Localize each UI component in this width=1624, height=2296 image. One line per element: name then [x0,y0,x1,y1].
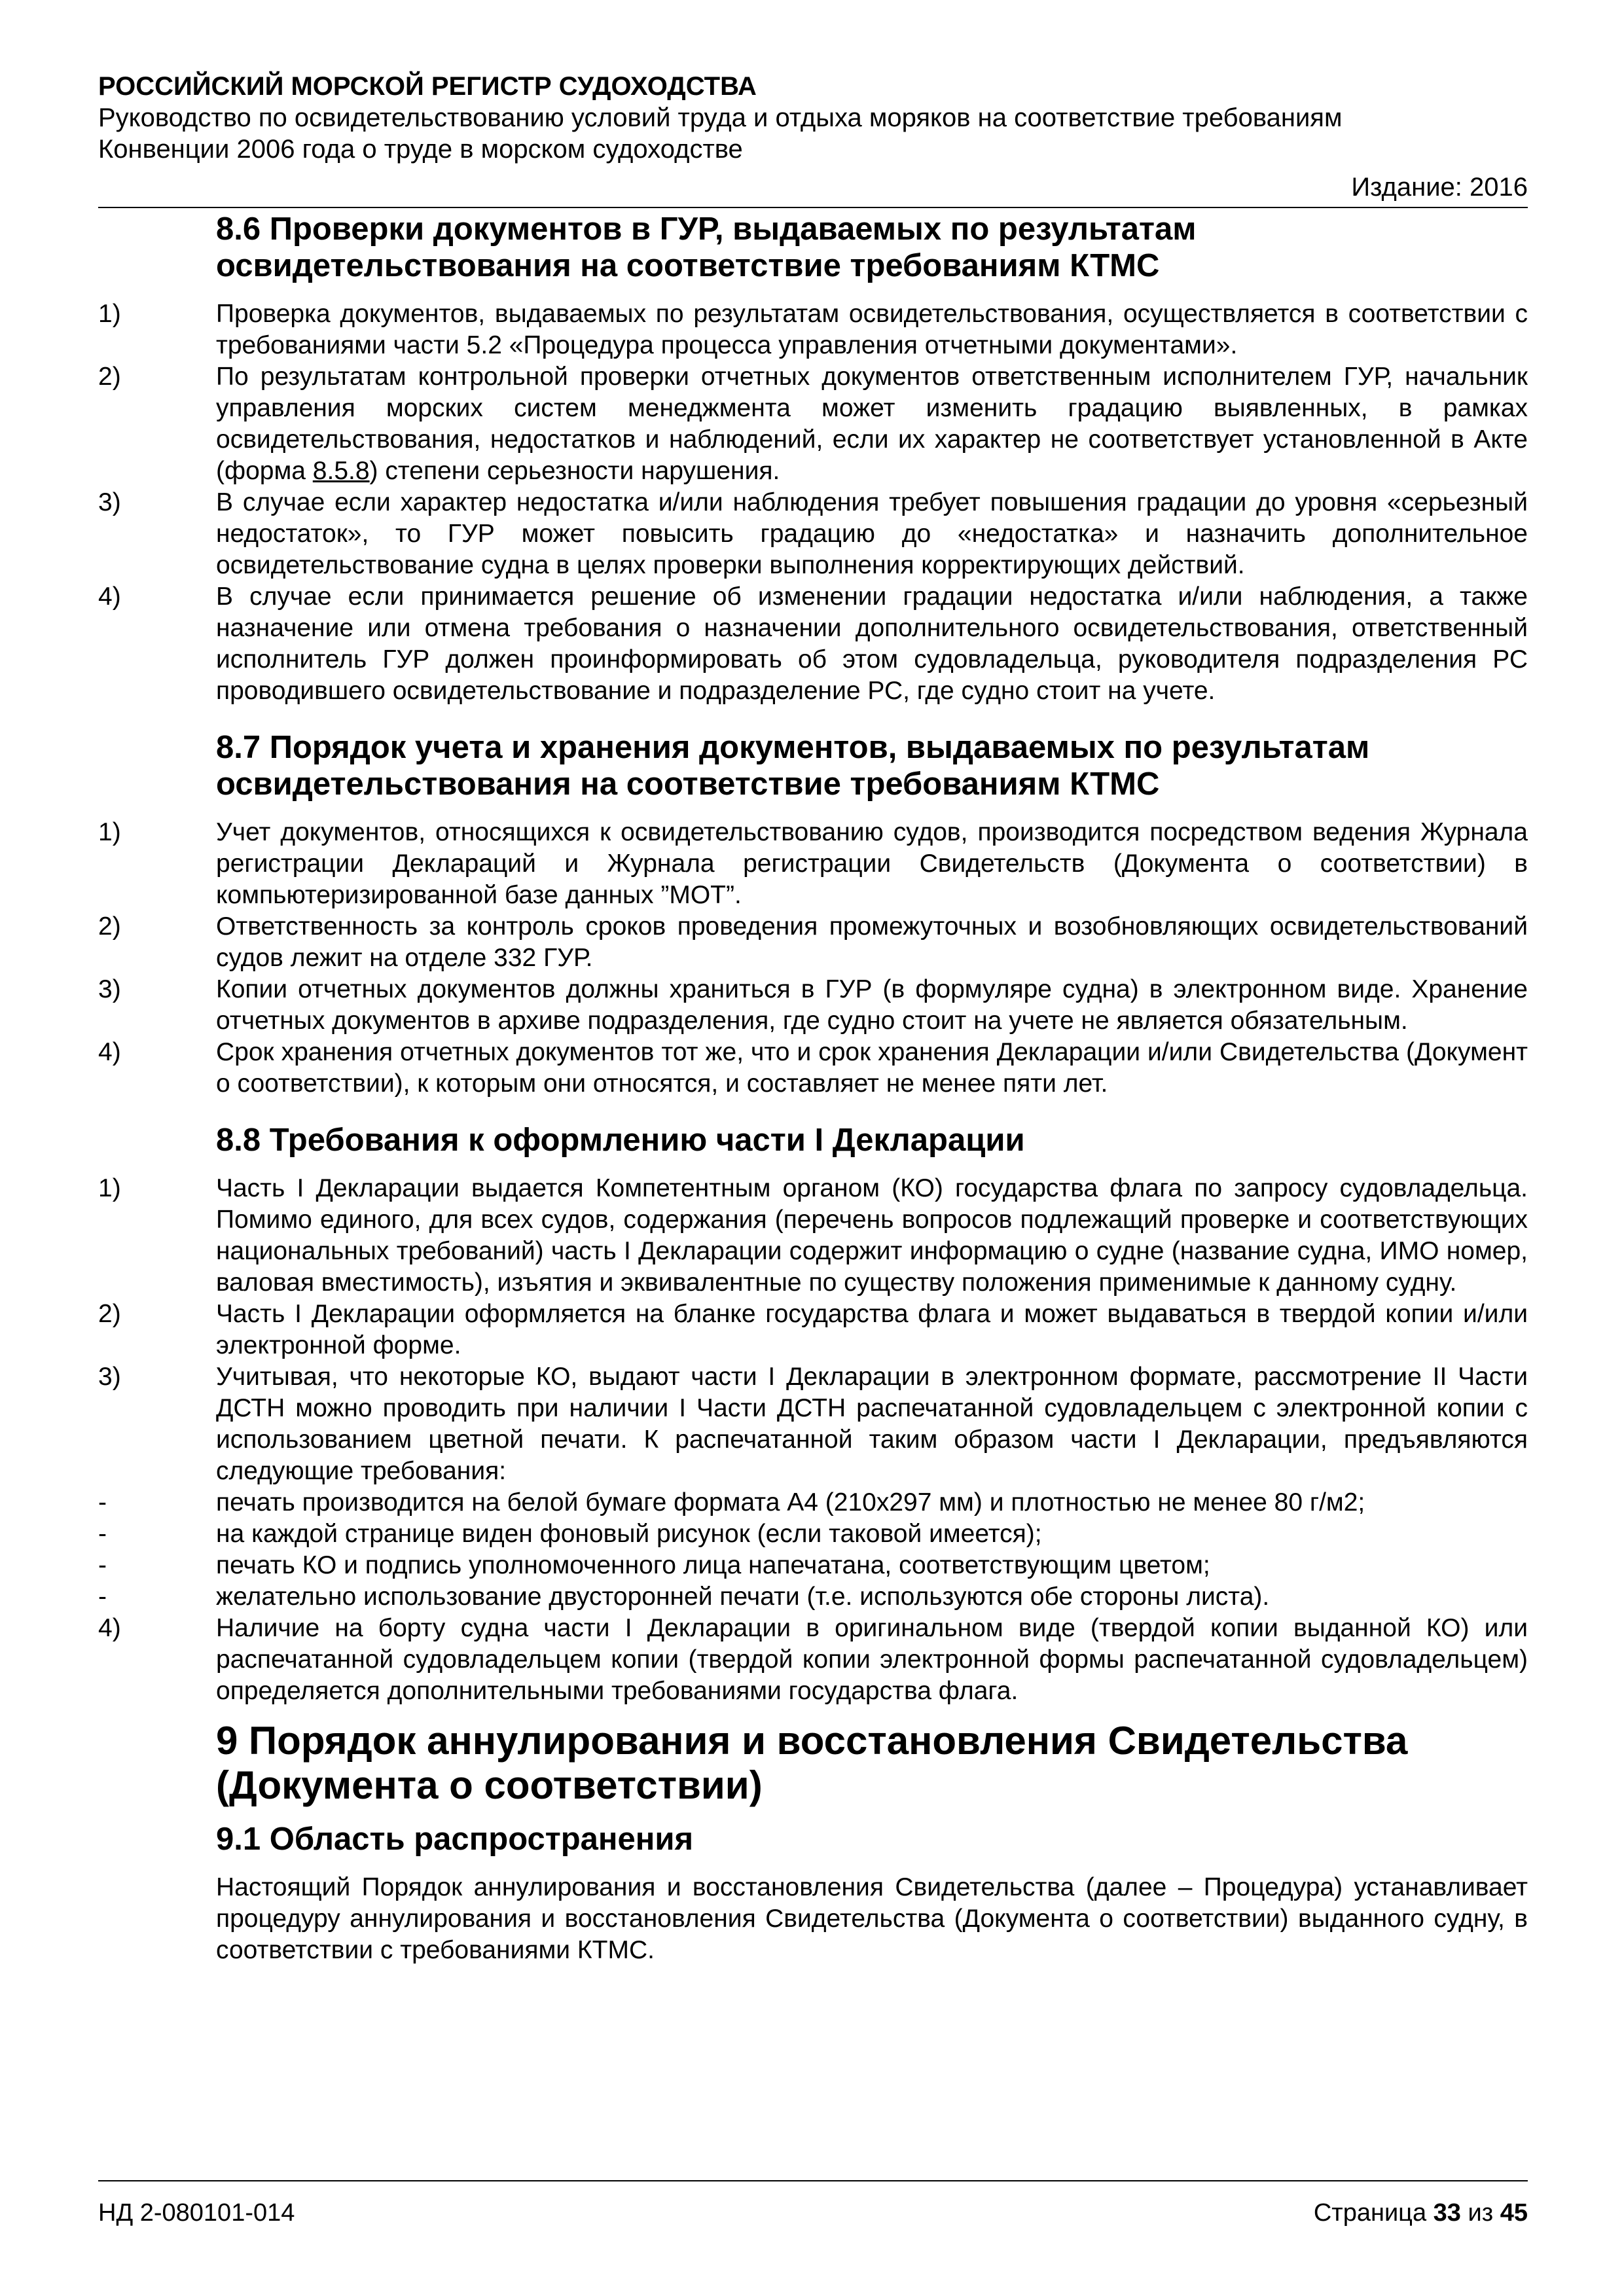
total-pages: 45 [1500,2199,1528,2227]
chapter-9-heading-line1: 9 Порядок аннулирования и восстановления Свидетельства [216,1719,1408,1763]
bullet-item [98,1518,1528,1550]
document-id: НД 2-080101-014 [98,2199,295,2227]
item-text-part: По результатам контрольной проверки отчетных документов ответственным исполнителем ГУР, начальник управления морских систем менеджмента может изменить градацию выявленных, в рамках освидетельствования, недостатков и наблюдений, если их характер не соответствует установленной в Акте (форма [216,363,1528,485]
section-9-1-paragraph: Настоящий Порядок аннулирования и восстановления Свидетельства (далее – Процедура) устанавливает процедуру аннулирования и восстановления Свидетельства (Документа о соответствии) выданного судну, в соответствии с требованиями КТМС. [216,1873,1528,1964]
item-number: 2) [98,1300,121,1328]
bullet-marker: - [98,1520,107,1548]
item-text: Учет документов, относящихся к освидетельствованию судов, производится посредством ведения Журнала регистрации Деклараций и Журнала регистрации Свидетельств (Документа о соответствии) в компьютеризированной базе данных ”МОТ”. [216,818,1528,909]
item-text-part: ) степени серьезности нарушения. [369,457,780,485]
page-content [98,211,1528,1966]
item-text: печать производится на белой бумаге формата А4 (210х297 мм) и плотностью не менее 80 г/м2; [216,1488,1365,1516]
page-number [1314,2198,1528,2228]
bullet-marker: - [98,1488,107,1516]
list-item [98,817,1528,911]
item-number: 2) [98,912,121,941]
footer-divider [98,2180,1528,2181]
item-number: 1) [98,300,121,328]
item-text: печать КО и подпись уполномоченного лица напечатана, соответствующим цветом; [216,1551,1210,1579]
chapter-9-heading-line2: (Документа о соответствии) [216,1763,763,1807]
of-label: из [1468,2199,1494,2227]
item-number: 4) [98,1038,121,1066]
section-8-7-heading-line2: освидетельствования на соответствие требованиям КТМС [216,766,1160,802]
bullet-item [98,1487,1528,1518]
list-item [98,487,1528,581]
list-item [98,974,1528,1037]
page-header [98,71,1528,165]
item-text: Часть I Декларации выдается Компетентным органом (КО) государства флага по запросу судовладельца. Помимо единого, для всех судов, содержания (перечень вопросов подлежащий проверке и соответствующих национальных требований) часть I Декларации содержит информацию о судне (название судна, ИМО номер, валовая вместимость), изъятия и эквивалентные по существу положения применимые к данному судну. [216,1174,1528,1297]
item-number: 4) [98,1614,121,1642]
item-number: 2) [98,363,121,391]
list-item [98,1613,1528,1707]
item-text: Копии отчетных документов должны храниться в ГУР (в формуляре судна) в электронном виде. Хранение отчетных документов в архиве подразделения, где судно стоит на учете не является обязательным. [216,975,1528,1035]
section-8-6-heading-line2: освидетельствования на соответствие требованиям КТМС [216,248,1160,283]
item-text: на каждой странице виден фоновый рисунок (если таковой имеется); [216,1520,1042,1548]
section-8-6-heading [98,211,1528,284]
item-text: Наличие на борту судна части I Декларации в оригинальном виде (твердой копии выданной КО) или распечатанной судовладельцем копии (твердой копии электронной формы распечатанной судовладельцем) определяется дополнительными требованиями государства флага. [216,1614,1528,1705]
item-text: Ответственность за контроль сроков проведения промежуточных и возобновляющих освидетельствований судов лежит на отделе 332 ГУР. [216,912,1528,972]
item-text: Часть I Декларации оформляется на бланке государства флага и может выдаваться в твердой копии и/или электронной форме. [216,1300,1528,1359]
list-item [98,581,1528,707]
list-item [98,1037,1528,1100]
section-8-7-heading-line1: 8.7 Порядок учета и хранения документов, выдаваемых по результатам [216,730,1370,765]
list-item [98,1299,1528,1361]
bullet-item [98,1581,1528,1613]
item-number: 3) [98,488,121,516]
document-subtitle-line1: Руководство по освидетельствованию условий труда и отдыха моряков на соответствие требованиям [98,103,1343,132]
bullet-item [98,1550,1528,1581]
edition-label: Издание: 2016 [1351,173,1528,202]
item-number: 1) [98,818,121,846]
item-text: В случае если принимается решение об изменении градации недостатка и/или наблюдения, а также назначение или отмена требования о назначении дополнительного освидетельствования, ответственный исполнитель ГУР должен проинформировать об этом судовладельца, руководителя подразделения РС проводившего освидетельствование и подразделение РС, где судно стоит на учете. [216,583,1528,705]
organization-name: РОССИЙСКИЙ МОРСКОЙ РЕГИСТР СУДОХОДСТВА [98,72,757,101]
item-text: Срок хранения отчетных документов тот же, что и срок хранения Декларации и/или Свидетельства (Документ о соответствии), к которым они относятся, и составляет не менее пяти лет. [216,1038,1528,1098]
document-subtitle-line2: Конвенции 2006 года о труде в морском судоходстве [98,135,743,164]
current-page: 33 [1433,2199,1461,2227]
section-8-7-heading [98,729,1528,802]
section-8-8-heading: 8.8 Требования к оформлению части I Декларации [216,1122,1025,1158]
list-item [98,911,1528,974]
item-number: 3) [98,975,121,1003]
item-text: В случае если характер недостатка и/или наблюдения требует повышения градации до уровня «серьезный недостаток», то ГУР может повысить градацию до «недостатка» и назначить дополнительное освидетельствование судна в целях проверки выполнения корректирующих действий. [216,488,1528,579]
header-divider [98,207,1528,208]
page-label: Страница [1313,2199,1427,2227]
item-number: 4) [98,583,121,611]
item-text: Учитывая, что некоторые КО, выдают части I Декларации в электронном формате, рассмотрение II Части ДСТН можно проводить при наличии I Части ДСТН распечатанной судовладельцем с электронной копии с использованием цветной печати. К распечатанной таким образом части I Декларации, предъявляются следующие требования: [216,1363,1528,1485]
item-text [216,361,1528,487]
list-item [98,1173,1528,1299]
item-text: желательно использование двусторонней печати (т.е. используются обе стороны листа). [216,1583,1270,1611]
bullet-marker: - [98,1583,107,1611]
item-number: 3) [98,1363,121,1391]
list-item [98,298,1528,361]
item-number: 1) [98,1174,121,1202]
bullet-marker: - [98,1551,107,1579]
section-9-1-heading: 9.1 Область распространения [216,1821,694,1857]
list-item [98,361,1528,487]
list-item [98,1361,1528,1487]
item-text: Проверка документов, выдаваемых по результатам освидетельствования, осуществляется в соответствии с требованиями части 5.2 «Процедура процесса управления отчетными документами». [216,300,1528,359]
chapter-9-heading [98,1719,1528,1808]
section-8-6-heading-line1: 8.6 Проверки документов в ГУР, выдаваемых по результатам [216,211,1197,247]
form-reference-link[interactable]: 8.5.8 [312,457,370,485]
